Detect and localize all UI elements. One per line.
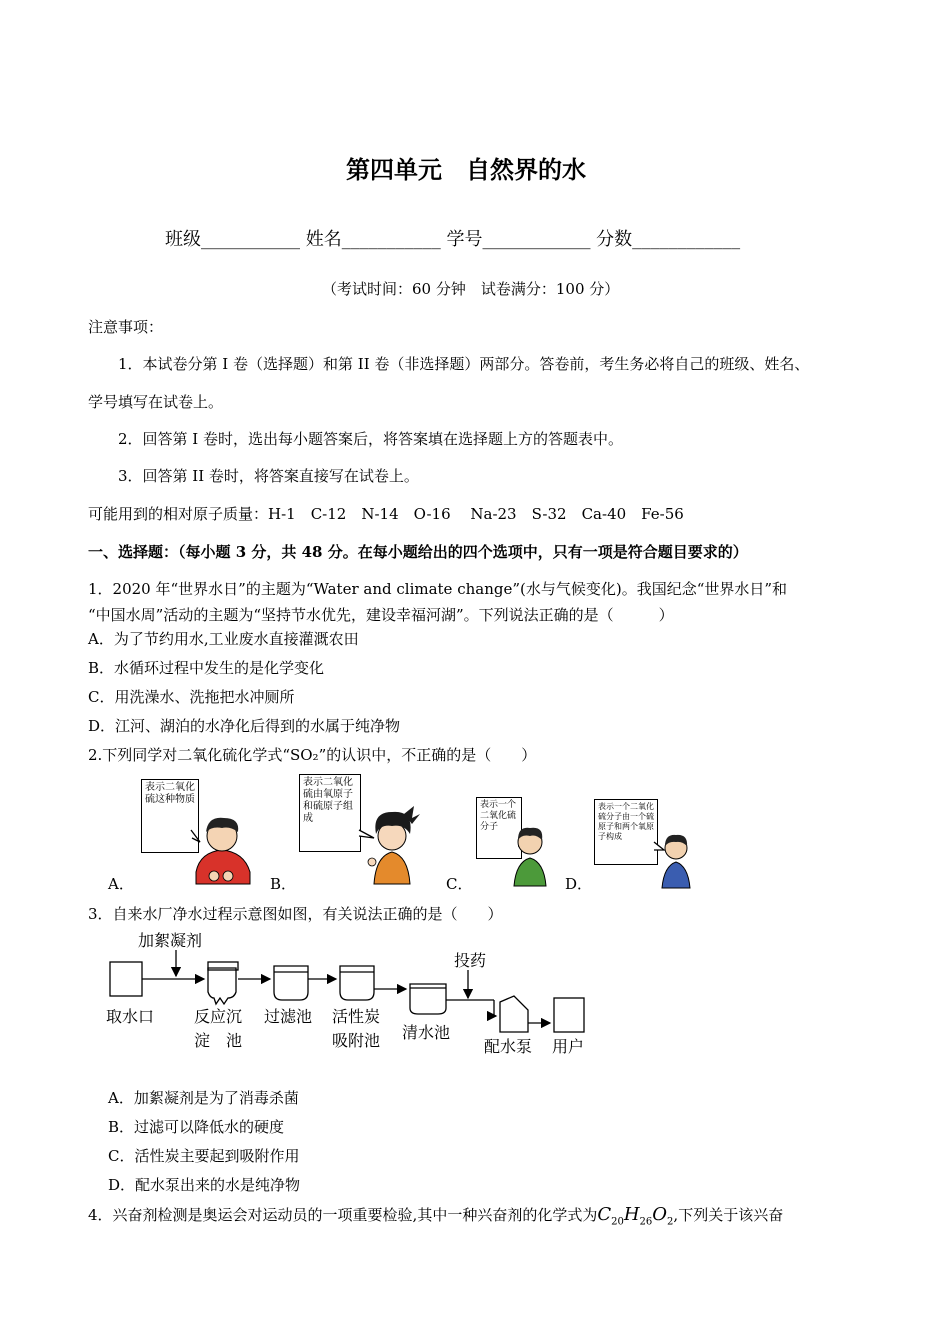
diagram-label-filter: 过滤池 xyxy=(264,1007,313,1026)
q1-stem-a: 1．2020 年“世界水日”的主题为“Water and climate change”(水与气候变化)。我国纪念“世界水日”和 xyxy=(88,580,788,598)
q3-option-d[interactable]: D．配水泵出来的水是纯净物 xyxy=(108,1176,301,1194)
notice-item-2: 2．回答第 I 卷时，选出每小题答案后，将答案填在选择题上方的答题表中。 xyxy=(118,430,624,448)
q1-option-b[interactable]: B．水循环过程中发生的是化学变化 xyxy=(88,659,325,677)
diagram-label-carbon-a: 活性炭 xyxy=(332,1007,381,1026)
student-figure-b xyxy=(368,806,420,884)
student-figure-c xyxy=(514,828,546,886)
notice-heading: 注意事项： xyxy=(88,318,164,336)
exam-meta: （考试时间：60 分钟 试卷满分：100 分） xyxy=(322,280,620,298)
diagram-label-pump: 配水泵 xyxy=(484,1037,533,1056)
bubble-tail-b xyxy=(359,830,374,838)
q3-option-b[interactable]: B．过滤可以降低水的硬度 xyxy=(108,1118,285,1136)
diagram-label-intake: 取水口 xyxy=(106,1007,155,1026)
diagram-label-coagulant: 加絮凝剂 xyxy=(138,931,203,950)
water-treatment-diagram xyxy=(100,926,600,1066)
diagram-label-sediment-b: 淀 池 xyxy=(194,1031,243,1050)
student-figure-a xyxy=(196,818,250,884)
page-title: 第四单元 自然界的水 xyxy=(346,156,586,184)
diagram-label-sediment-a: 反应沉 xyxy=(194,1007,243,1026)
diagram-label-carbon-b: 吸附池 xyxy=(332,1031,381,1050)
sedimentation-tank-top xyxy=(208,962,238,970)
notice-item-1a: 1．本试卷分第 I 卷（选择题）和第 II 卷（非选择题）两部分。答卷前，考生务必将自己的班级、姓名、 xyxy=(118,355,810,373)
q1-option-a[interactable]: A．为了节约用水,工业废水直接灌溉农田 xyxy=(88,630,359,648)
bubble-tail-a xyxy=(191,830,200,842)
q4-stem xyxy=(88,1204,783,1228)
q2-stem: 2.下列同学对二氧化硫化学式“SO₂”的认识中，不正确的是（ ） xyxy=(88,746,537,764)
q2-option-a[interactable]: A． xyxy=(108,875,134,893)
q1-option-d[interactable]: D．江河、湖泊的水净化后得到的水属于纯净物 xyxy=(88,717,401,735)
sedimentation-tank xyxy=(208,968,236,1004)
student-figure-d xyxy=(662,835,690,888)
q1-option-c[interactable]: C．用洗澡水、洗拖把水冲厕所 xyxy=(88,688,295,706)
q2-bubble-d: 表示一个二氧化硫分子由一个硫原子和两个氧原子构成 xyxy=(594,799,658,865)
q4-stem-b: ,下列关于该兴奋 xyxy=(673,1206,784,1224)
q2-bubble-b: 表示二氧化硫由氧原子和硫原子组成 xyxy=(299,774,361,852)
section-heading: 一、选择题：（每小题 3 分，共 48 分。在每小题给出的四个选项中，只有一项是符合题目要求的） xyxy=(88,543,748,561)
q1-stem-b: “中国水周”活动的主题为“坚持节水优先，建设幸福河湖”。下列说法正确的是（ ） xyxy=(88,606,674,624)
intake-box xyxy=(110,962,142,996)
q4-formula: $C_{20}H_{26}O_2$ xyxy=(597,1204,674,1228)
notice-item-3: 3．回答第 II 卷时，将答案直接写在试卷上。 xyxy=(118,467,419,485)
bubble-tail-d xyxy=(654,842,664,850)
carbon-tank xyxy=(340,966,374,1000)
q3-stem: 3．自来水厂净水过程示意图如图，有关说法正确的是（ ） xyxy=(88,905,503,923)
diagram-label-user: 用户 xyxy=(552,1037,585,1056)
q3-option-a[interactable]: A．加絮凝剂是为了消毒杀菌 xyxy=(108,1089,299,1107)
pump xyxy=(500,996,528,1032)
notice-item-1b: 学号填写在试卷上。 xyxy=(88,393,224,411)
q2-bubble-a: 表示二氧化硫这种物质 xyxy=(141,779,199,853)
q3-option-c[interactable]: C．活性炭主要起到吸附作用 xyxy=(108,1147,300,1165)
user-box xyxy=(554,998,584,1032)
q2-option-d[interactable]: D． xyxy=(565,875,593,893)
q2-bubble-c: 表示一个二氧化硫分子 xyxy=(476,797,522,859)
filter-tank xyxy=(274,966,308,1000)
diagram-label-dosing: 投药 xyxy=(454,951,487,970)
atomic-masses: 可能用到的相对原子质量：H-1 C-12 N-14 O-16 Na-23 S-32 Ca-40 Fe-56 xyxy=(88,505,684,523)
q2-option-b[interactable]: B． xyxy=(270,875,297,893)
diagram-label-clear-water: 清水池 xyxy=(402,1023,451,1042)
q2-option-c[interactable]: C． xyxy=(446,875,473,893)
q4-stem-a: 4．兴奋剂检测是奥运会对运动员的一项重要检验,其中一种兴奋剂的化学式为 xyxy=(88,1206,598,1224)
student-info-line: 班级___________ 姓名___________ 学号____________ 分数____________ xyxy=(165,229,741,250)
